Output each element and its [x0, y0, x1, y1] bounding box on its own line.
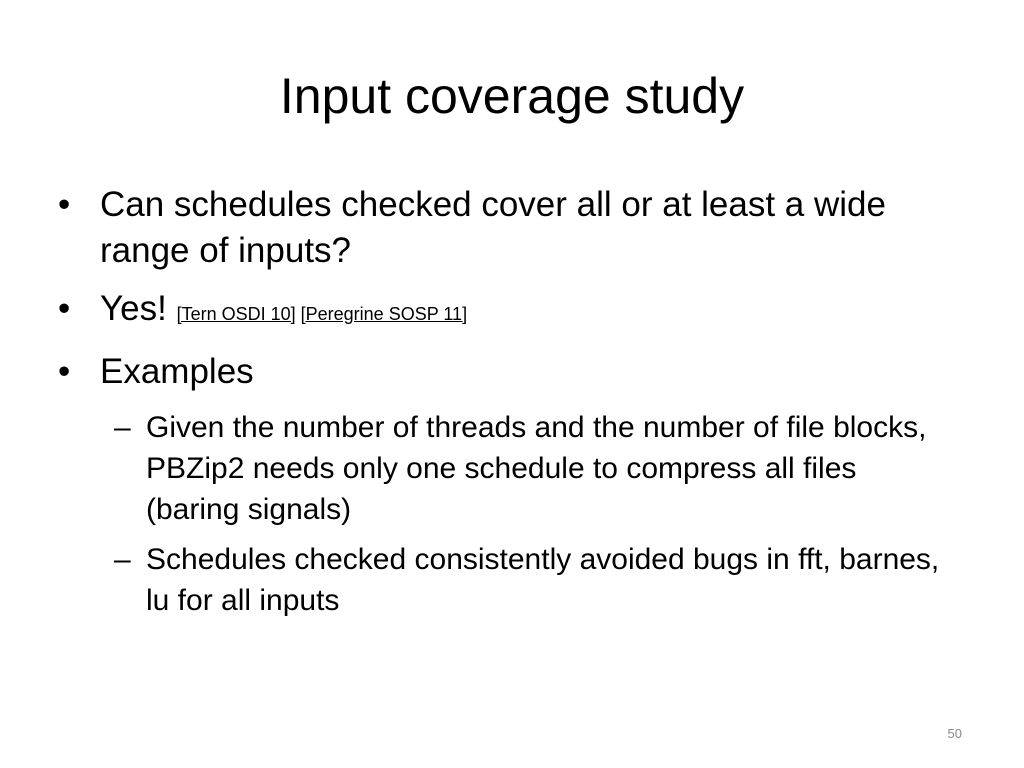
- subbullet-text: Schedules checked consistently avoided bugs in fft, barnes, lu for all inputs: [146, 543, 940, 617]
- slide-content: [58, 182, 958, 630]
- page-number: 50: [947, 726, 962, 741]
- bullet-item: [58, 182, 958, 274]
- subbullet-item: [58, 407, 958, 530]
- dash-icon: –: [114, 411, 131, 444]
- bullet-text: Examples: [100, 352, 254, 391]
- bullet-text: Yes!: [100, 289, 167, 328]
- citation-link-tern[interactable]: [Tern OSDI 10]: [176, 304, 296, 324]
- bullet-item: [58, 349, 958, 395]
- slide-title: Input coverage study: [279, 68, 745, 124]
- bullet-dot-icon: •: [58, 352, 71, 391]
- subbullet-text: Given the number of threads and the number of file blocks, PBZip2 needs only one schedule to compress all files (baring signals): [146, 411, 927, 526]
- subbullet-item: [58, 539, 958, 621]
- bullet-item: [58, 286, 958, 337]
- bullet-text: Can schedules checked cover all or at least a wide range of inputs?: [100, 185, 886, 270]
- dash-icon: –: [114, 543, 131, 576]
- bullet-dot-icon: •: [58, 289, 71, 328]
- bullet-dot-icon: •: [58, 185, 71, 224]
- citation-links: [177, 304, 468, 324]
- citation-link-peregrine[interactable]: [Peregrine SOSP 11]: [300, 304, 468, 324]
